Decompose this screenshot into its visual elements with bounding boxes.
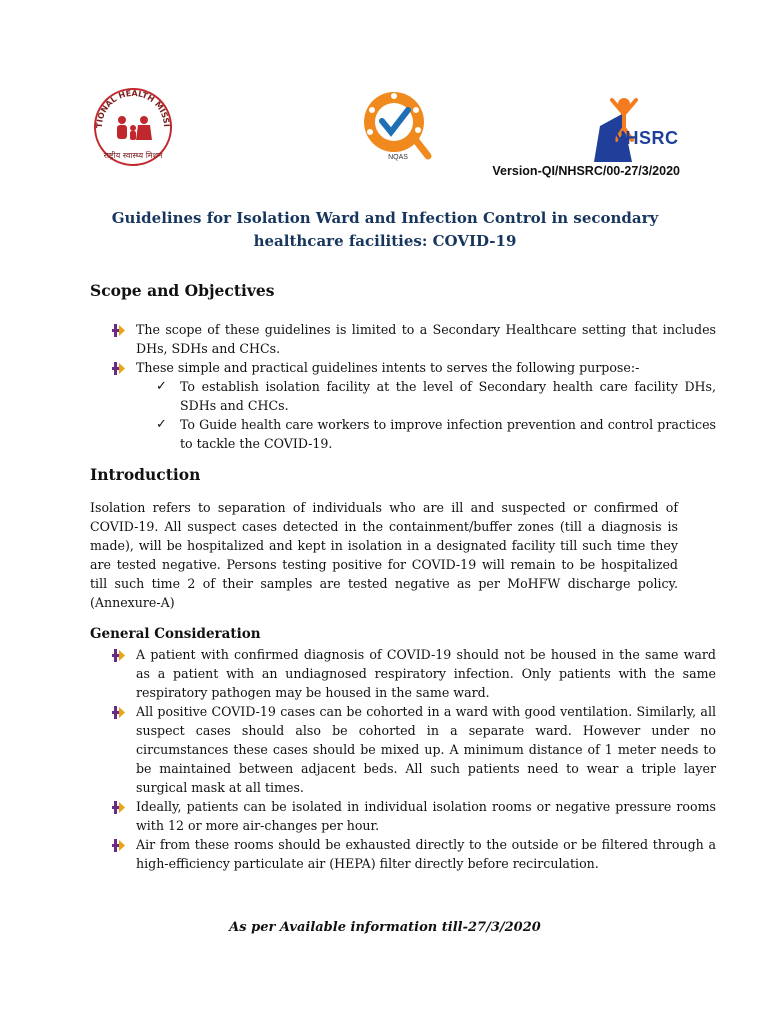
- nhm-logo-hindi: राष्ट्रीय स्वास्थ्य मिशन: [103, 151, 163, 160]
- introduction-heading: Introduction: [90, 465, 201, 484]
- introduction-paragraph: Isolation refers to separation of individuals who are ill and suspected or confirmed of COVID-19. All suspect cases detected in the containment/buffer zones (till a diagnosis is made), will be hospitalized and kept in isolation in a designated facility till such time they are tested negative. Persons testing positive for COVID-19 will remain to be hospitalized till such time 2 of their samples are tested negative as per MoHFW discharge policy. (Annexure-A): [90, 500, 678, 610]
- scope-bullet-1: The scope of these guidelines is limited to a Secondary Healthcare setting that includes DHs, SDHs and CHCs.: [136, 322, 716, 356]
- list-item: [112, 797, 716, 835]
- general-heading: General Consideration: [90, 626, 261, 642]
- list-item: [112, 702, 716, 797]
- nhm-logo: [92, 86, 174, 168]
- footer-note: As per Available information till-27/3/2020: [229, 920, 541, 935]
- general-bullet-1: A patient with confirmed diagnosis of COVID-19 should not be housed in the same ward as a patient with an undiagnosed respiratory infection. Only patients with the same respiratory pathogen may be housed in the same ward.: [136, 647, 716, 700]
- scope-check-1: To establish isolation facility at the level of Secondary health care facility DHs, SDHs and CHCs.: [180, 379, 716, 413]
- scope-check-2: To Guide health care workers to improve infection prevention and control practices to tackle the COVID-19.: [180, 417, 716, 451]
- list-item: [156, 415, 716, 453]
- checkmark-icon: ✓: [156, 379, 167, 394]
- nqas-logo-text: NQAS: [388, 154, 408, 161]
- scope-bullet-2: These simple and practical guidelines intents to serves the following purpose:-: [136, 360, 640, 375]
- document-title: [90, 207, 680, 253]
- arrow-bullet-icon: [112, 800, 126, 813]
- nhsrc-logo: [590, 96, 680, 162]
- nhsrc-logo-text: NHSRC: [612, 128, 679, 148]
- list-item: [112, 358, 716, 377]
- svg-text:NATIONAL HEALTH MISSION: TIONAL HEALTH MISSI: [94, 88, 172, 129]
- nqas-logo: [358, 86, 438, 168]
- list-item: [112, 645, 716, 702]
- title-line-1: Guidelines for Isolation Ward and Infection Control in secondary: [111, 209, 659, 227]
- general-bullet-3: Ideally, patients can be isolated in individual isolation rooms or negative pressure rooms with 12 or more air-changes per hour.: [136, 799, 716, 833]
- arrow-bullet-icon: [112, 361, 126, 374]
- scope-list: [112, 320, 716, 453]
- general-bullet-2: All positive COVID-19 cases can be cohorted in a ward with good ventilation. Similarly, all suspect cases should also be cohorted in a separate ward. However under no circumstances these cases should be mixed up. A minimum distance of 1 meter needs to be maintained between adjacent beds. All such patients need to wear a triple layer surgical mask at all times.: [136, 704, 716, 795]
- list-item: [112, 320, 716, 358]
- scope-check-list: [112, 377, 716, 453]
- scope-heading: Scope and Objectives: [90, 281, 275, 300]
- arrow-bullet-icon: [112, 323, 126, 336]
- arrow-bullet-icon: [112, 648, 126, 661]
- arrow-bullet-icon: [112, 838, 126, 851]
- title-line-2: healthcare facilities: COVID-19: [253, 232, 517, 250]
- arrow-bullet-icon: [112, 705, 126, 718]
- list-item: [112, 835, 716, 873]
- version-label: Version-QI/NHSRC/00-27/3/2020: [492, 164, 680, 178]
- general-bullet-4: Air from these rooms should be exhausted directly to the outside or be filtered through a high-efficiency particulate air (HEPA) filter directly before recirculation.: [136, 837, 716, 871]
- checkmark-icon: ✓: [156, 417, 167, 432]
- general-list: [112, 645, 716, 873]
- list-item: [156, 377, 716, 415]
